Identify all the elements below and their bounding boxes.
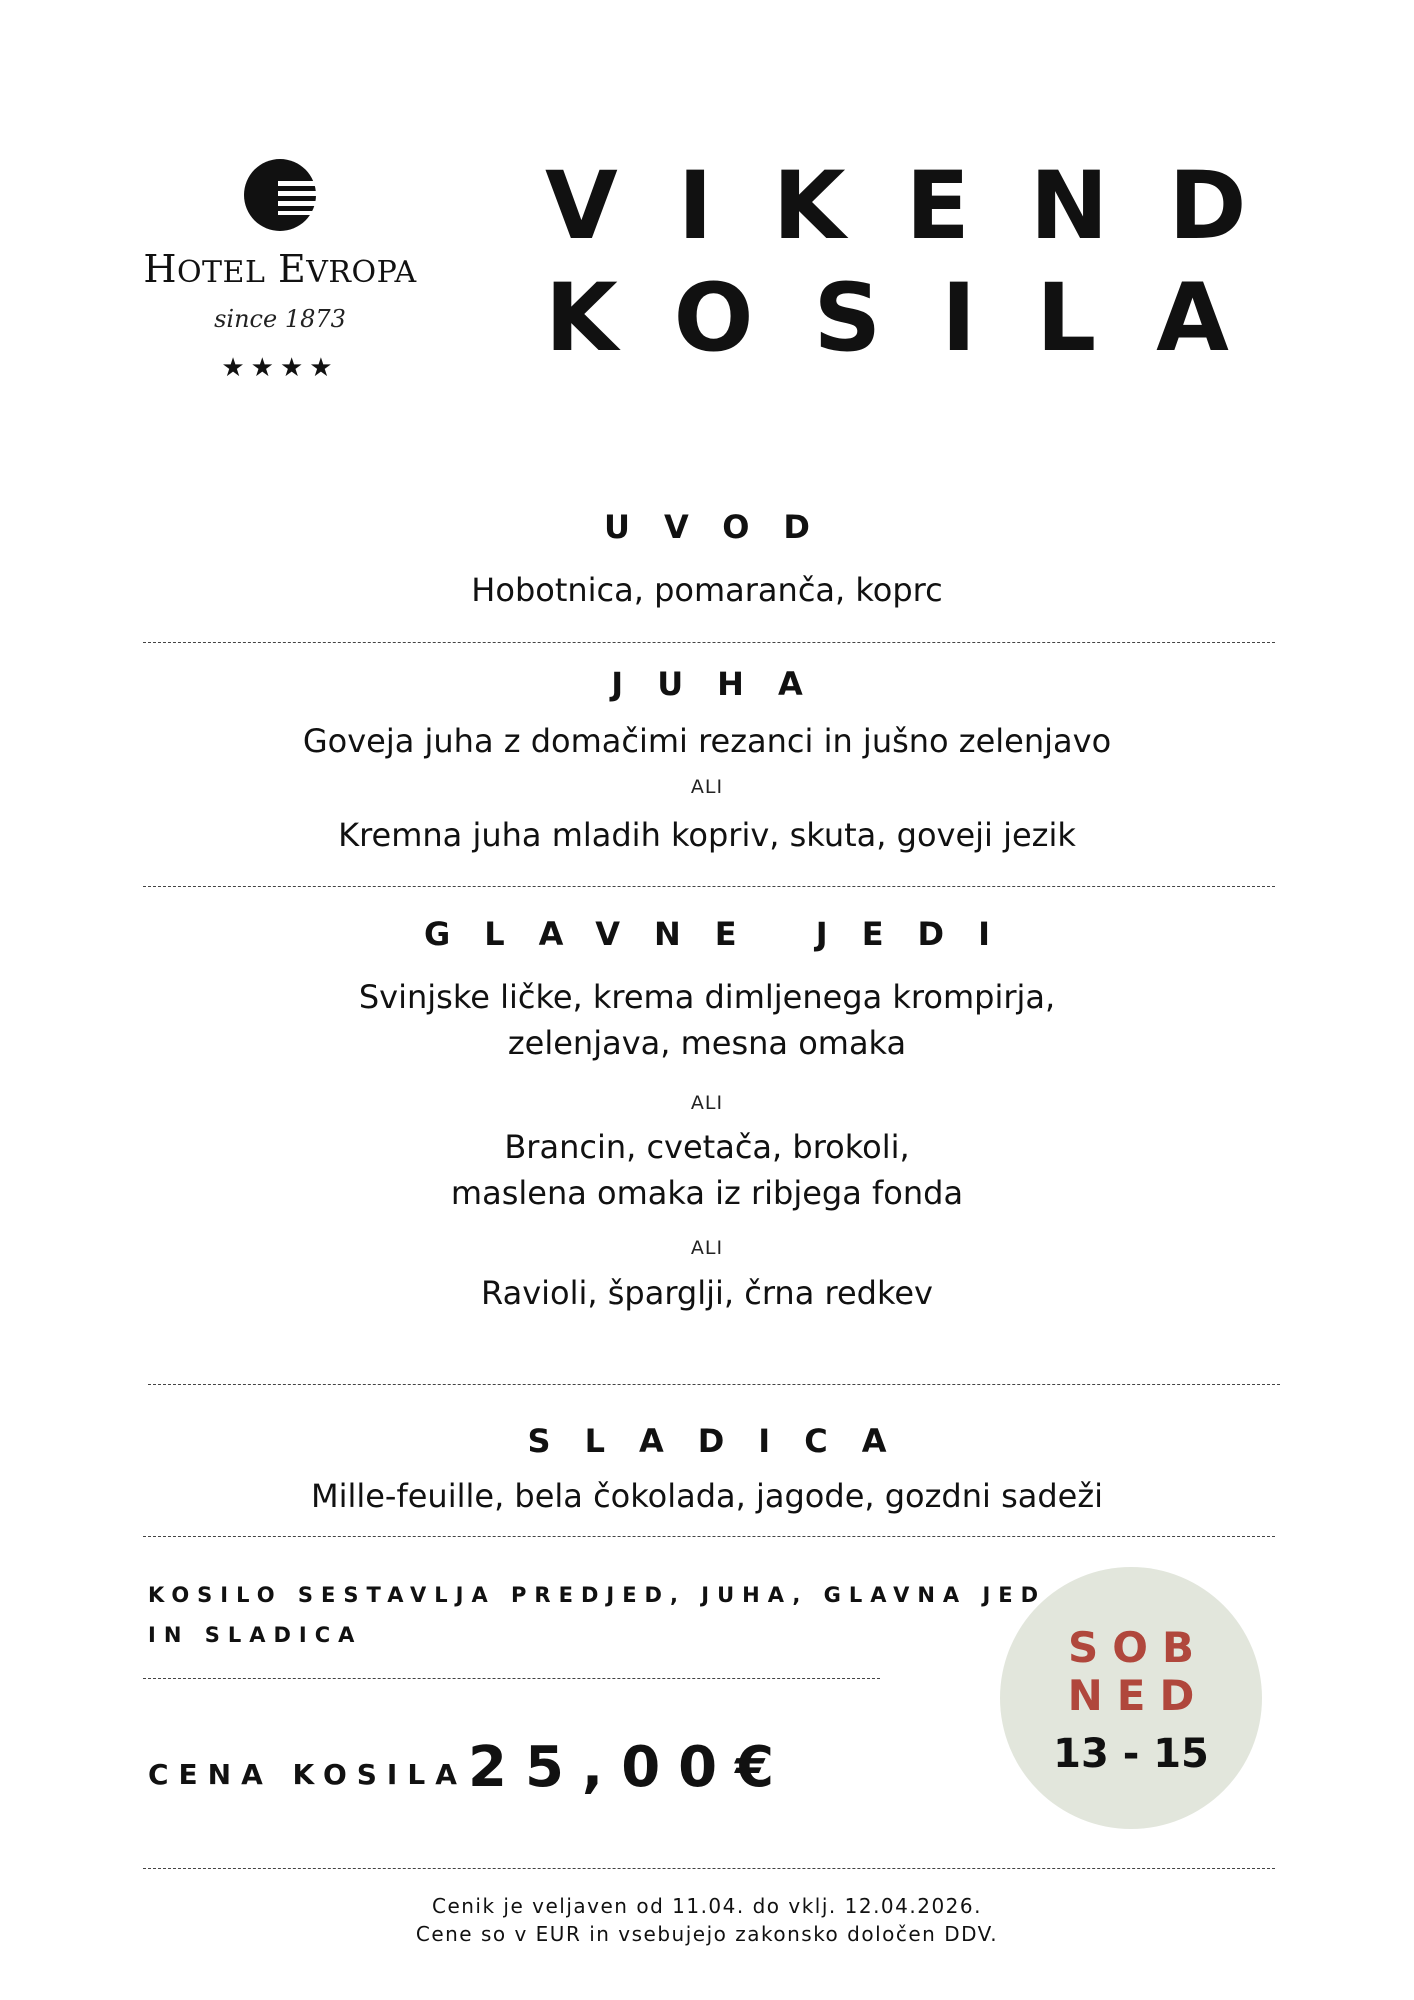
section-heading-sladica: SLADICA bbox=[527, 1422, 921, 1460]
hotel-stars: ★★★★ bbox=[221, 353, 339, 383]
dish-glavne-3: Ravioli, šparglji, črna redkev bbox=[481, 1274, 933, 1312]
hotel-emblem-icon bbox=[240, 155, 320, 235]
divider bbox=[143, 1536, 1275, 1537]
footer-vat-note: Cene so v EUR in vsebujejo zakonsko določen DDV. bbox=[415, 1922, 999, 1946]
badge-day-sunday: NED bbox=[1067, 1671, 1209, 1720]
hotel-since: since 1873 bbox=[214, 305, 346, 333]
dish-juha-1: Goveja juha z domačimi rezanci in jušno zelenjavo bbox=[302, 722, 1112, 760]
composition-text-line-2: IN SLADICA bbox=[148, 1623, 363, 1647]
composition-text-line-1: KOSILO SESTAVLJA PREDJED, JUHA, GLAVNA JED bbox=[148, 1583, 1047, 1607]
footer-validity: Cenik je veljaven od 11.04. do vklj. 12.04.2026. bbox=[431, 1894, 982, 1918]
or-separator: ALI bbox=[690, 1237, 724, 1259]
section-heading-uvod: UVOD bbox=[604, 508, 844, 546]
divider bbox=[143, 642, 1275, 643]
or-separator: ALI bbox=[690, 776, 724, 798]
dish-juha-2: Kremna juha mladih kopriv, skuta, goveji jezik bbox=[338, 816, 1076, 854]
dish-glavne-2-line-2: maslena omaka iz ribjega fonda bbox=[450, 1174, 964, 1212]
divider bbox=[148, 1384, 1280, 1385]
dish-uvod: Hobotnica, pomaranča, koprc bbox=[471, 571, 943, 609]
badge-hours: 13 - 15 bbox=[1053, 1731, 1209, 1777]
hotel-name: HOTEL EVROPA bbox=[143, 247, 417, 291]
dish-sladica: Mille-feuille, bela čokolada, jagode, gozdni sadeži bbox=[310, 1477, 1104, 1515]
divider bbox=[143, 1868, 1275, 1869]
or-separator: ALI bbox=[690, 1092, 724, 1114]
dish-glavne-2-line-1: Brancin, cvetača, brokoli, bbox=[504, 1128, 910, 1166]
section-heading-glavne-jedi: GLAVNE JEDI bbox=[423, 915, 1025, 953]
opening-hours-badge bbox=[1000, 1567, 1262, 1829]
title-line-2: KOSILA bbox=[545, 264, 1289, 373]
dish-glavne-1-line-2: zelenjava, mesna omaka bbox=[507, 1024, 907, 1062]
price-value: 25,00€ bbox=[468, 1735, 793, 1800]
hotel-logo bbox=[100, 155, 460, 395]
badge-day-saturday: SOB bbox=[1068, 1623, 1208, 1672]
section-heading-juha: JUHA bbox=[611, 665, 837, 703]
divider bbox=[143, 1678, 880, 1679]
title-line-1: VIKEND bbox=[545, 152, 1307, 261]
divider bbox=[143, 886, 1275, 887]
dish-glavne-1-line-1: Svinjske ličke, krema dimljenega krompirja, bbox=[358, 978, 1056, 1016]
price-label: CENA KOSILA bbox=[148, 1758, 467, 1791]
